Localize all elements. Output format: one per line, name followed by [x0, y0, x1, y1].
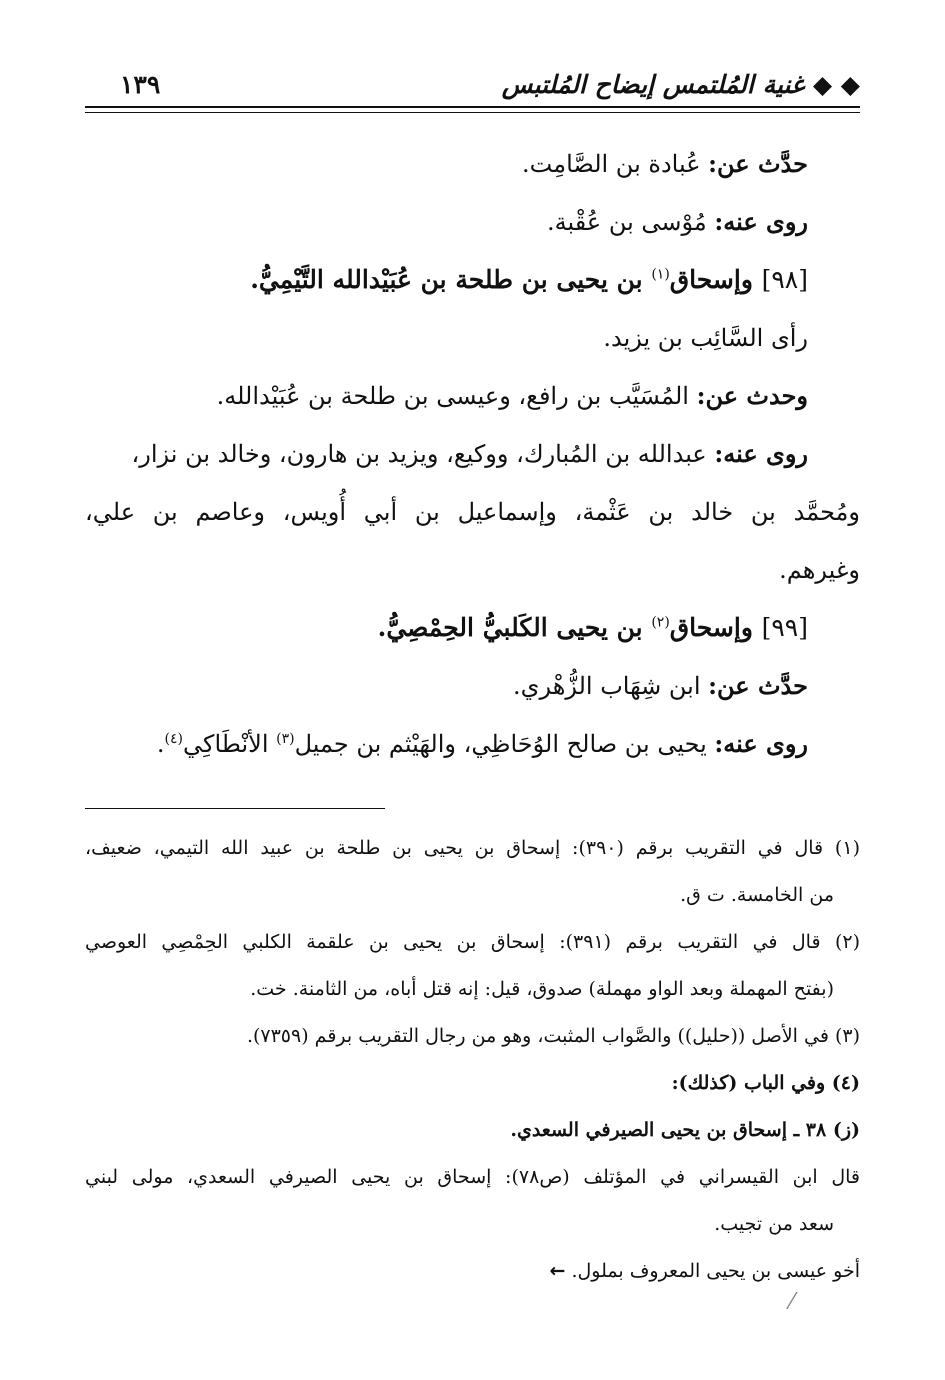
field-value: مُوْسى بن عُقْبة.: [546, 208, 715, 236]
footnote-line: [85, 828, 860, 875]
footnote-line: [85, 1251, 860, 1298]
entry-name: بن يحيى بن طلحة بن عُبَيْدالله التَّيْمِيُّ.: [250, 265, 652, 294]
footnote-text: سعد من تجيب.: [714, 1213, 834, 1235]
running-header: [85, 62, 860, 102]
field-value: ابن شِهَاب الزُّهْري.: [513, 672, 709, 700]
entry-name: وإسحاق: [669, 265, 762, 294]
footnote-line: [85, 1204, 860, 1251]
footnote-ref: (٢): [651, 614, 670, 631]
entry-name: بن يحيى الكَلبيُّ الحِمْصِيُّ.: [377, 613, 652, 642]
header-rule-thin: [85, 112, 860, 113]
footnote-text: قال ابن القيسراني في المؤتلف (ص٧٨): إسحاق بن يحيى الصيرفي السعدي، مولى لبني: [85, 1166, 861, 1188]
footnote-line: [85, 875, 860, 922]
text-line: [85, 372, 860, 430]
footnote-line: [85, 1016, 860, 1063]
text-line: [85, 720, 860, 778]
field-value: المُسَيَّب بن رافع، وعيسى بن طلحة بن عُبَيْدالله.: [216, 382, 697, 410]
field-label: روى عنه:: [714, 729, 808, 758]
footnote-ref: (٣): [276, 731, 295, 747]
page-number: ١٣٩: [120, 70, 161, 99]
field-value: عُبادة بن الصَّامِت.: [522, 150, 709, 178]
footnote-line: [85, 1110, 860, 1157]
field-value: عبدالله بن المُبارك، ووكيع، ويزيد بن هارون، وخالد بن نزار،: [131, 440, 715, 468]
footnote-line: [85, 1063, 860, 1110]
header-rule-thick: [85, 106, 860, 108]
footnote-line: [85, 922, 860, 969]
field-value: .: [156, 730, 165, 758]
field-value: يحيى بن صالح الوُحَاظِي، والهَيْثم بن جميل: [294, 730, 715, 758]
footnote-text: (٤) وفي الباب (كذلك):: [671, 1072, 860, 1094]
footnote-text: (ز) ٣٨ ـ إسحاق بن يحيى الصيرفي السعدي.: [510, 1119, 860, 1141]
field-value: الأنْطَاكِي: [183, 730, 277, 758]
text-line: [85, 546, 860, 604]
footnote-line: [85, 1157, 860, 1204]
footnote-separator: [85, 808, 385, 809]
footnote-text: (١) قال في التقريب برقم (٣٩٠): إسحاق بن يحيى بن طلحة بن عبيد الله التيمي، ضعيف،: [85, 837, 860, 859]
text-line: [85, 430, 860, 488]
footnote-line: [85, 969, 860, 1016]
field-value: رأى السَّائِب بن يزيد.: [603, 324, 808, 352]
entry-number: [٩٩]: [761, 613, 808, 642]
footnote-text: (٢) قال في التقريب برقم (٣٩١): إسحاق بن يحيى بن علقمة الكلبي الحِمْصِي العوصي: [85, 931, 860, 953]
field-label: حدَّث عن:: [708, 671, 808, 700]
page-curl-mark: ⁄: [790, 1290, 794, 1315]
footnote-ref: (٤): [164, 731, 184, 747]
field-value: ومُحمَّد بن خالد بن عَثْمة، وإسماعيل بن أبي أُويس، وعاصم بن علي،: [85, 498, 861, 526]
footnotes: [85, 828, 860, 1298]
footnote-text: (بفتح المهملة وبعد الواو مهملة) صدوق، قيل: إنه قتل أباه، من الثامنة. خت.: [250, 978, 834, 1000]
entry-heading-99: [85, 604, 860, 662]
text-line: [85, 198, 860, 256]
entry-number: [٩٨]: [761, 265, 808, 294]
running-title: ◆ ◆ غنية المُلتمس إيضاح المُلتبس: [501, 70, 860, 99]
footnote-ref: (١): [651, 266, 670, 283]
field-label: روى عنه:: [714, 207, 808, 236]
main-text: [85, 140, 860, 778]
footnote-text: أخو عيسى بن يحيى المعروف بملول.: [571, 1260, 860, 1282]
text-line: [85, 314, 860, 372]
field-label: حدَّث عن:: [708, 149, 808, 178]
entry-name: وإسحاق: [669, 613, 762, 642]
field-value: وغيرهم.: [779, 556, 860, 584]
entry-heading-98: [85, 256, 860, 314]
field-label: وحدث عن:: [696, 381, 808, 410]
text-line: [85, 140, 860, 198]
footnote-text: (٣) في الأصل ((حليل)) والصَّواب المثبت، وهو من رجال التقريب برقم (٧٣٥٩).: [246, 1025, 860, 1047]
text-line: [85, 662, 860, 720]
field-label: روى عنه:: [714, 439, 808, 468]
continue-arrow-icon: ←: [549, 1260, 566, 1282]
footnote-text: من الخامسة. ت ق.: [680, 884, 834, 906]
text-line: [85, 488, 860, 546]
